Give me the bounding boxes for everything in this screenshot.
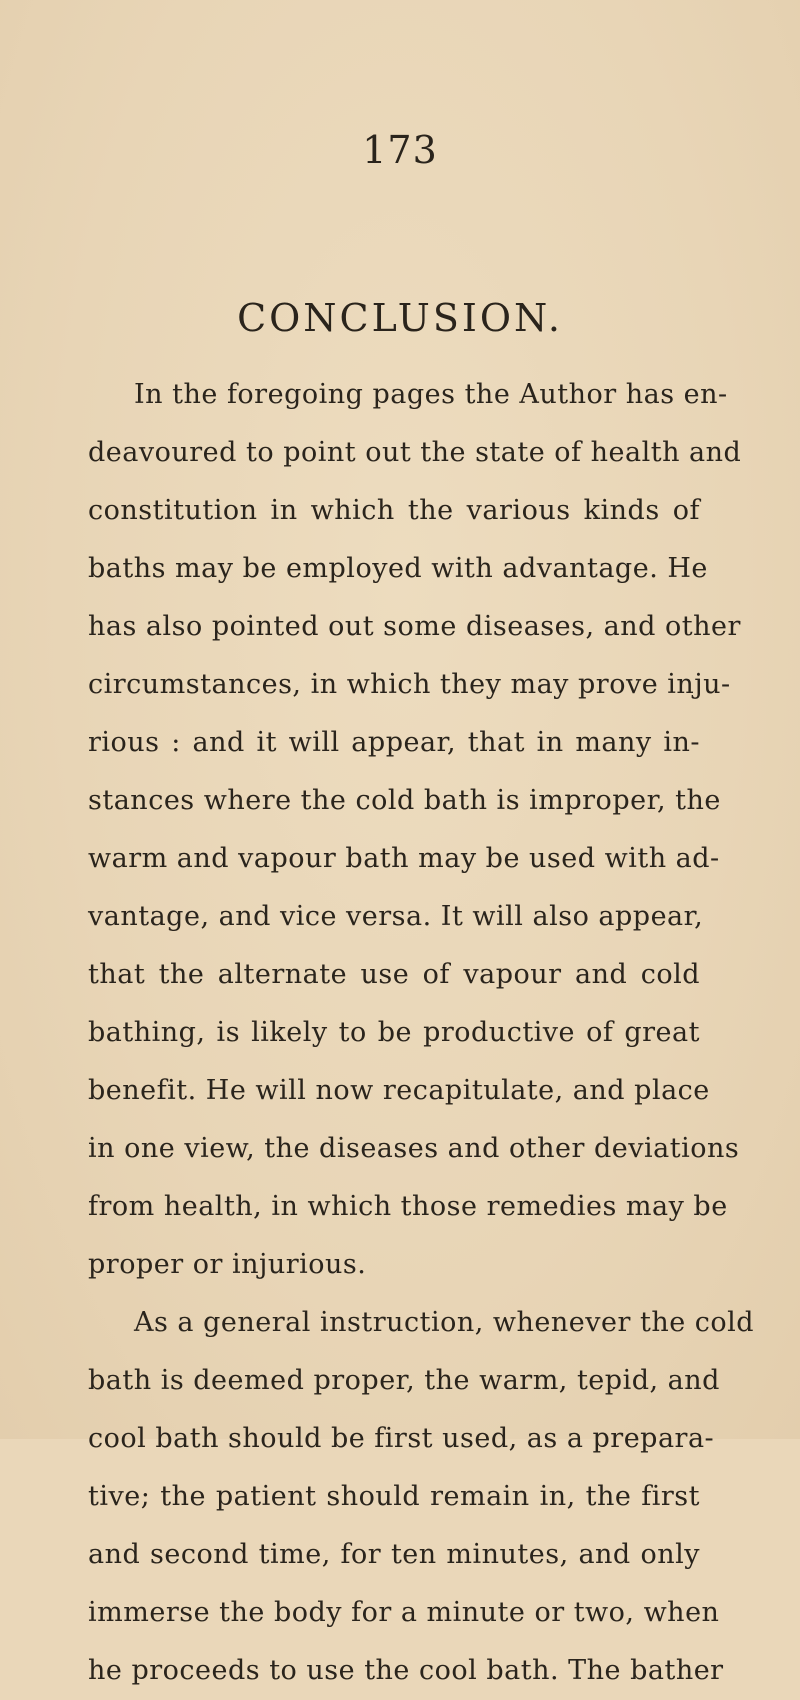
text-line: As a general instruction, whenever the cold: [134, 1307, 755, 1338]
text-line: rious : and it will appear, that in many in-: [88, 727, 700, 758]
page-number: 173: [362, 128, 438, 172]
text-line: vantage, and vice versa. It will also appear,: [88, 901, 704, 932]
text-line: bath is deemed proper, the warm, tepid, and: [88, 1365, 720, 1396]
text-line: warm and vapour bath may be used with ad-: [88, 843, 720, 874]
text-line: from health, in which those remedies may be: [88, 1191, 728, 1222]
text-line: in one view, the diseases and other deviations: [88, 1133, 740, 1164]
text-line: and second time, for ten minutes, and only: [88, 1539, 700, 1570]
text-line: benefit. He will now recapitulate, and place: [88, 1075, 710, 1106]
text-line: immerse the body for a minute or two, when: [88, 1597, 720, 1628]
text-line: that the alternate use of vapour and cold: [88, 959, 700, 990]
text-line: deavoured to point out the state of health and: [88, 437, 742, 468]
text-line: In the foregoing pages the Author has en-: [134, 379, 728, 410]
text-line: proper or injurious.: [88, 1249, 367, 1280]
chapter-heading: CONCLUSION.: [237, 296, 563, 340]
text-line: circumstances, in which they may prove inju-: [88, 669, 731, 700]
text-line: constitution in which the various kinds of: [88, 495, 700, 526]
text-line: has also pointed out some diseases, and other: [88, 611, 741, 642]
text-line: baths may be employed with advantage. He: [88, 553, 708, 584]
text-line: stances where the cold bath is improper, the: [88, 785, 721, 816]
text-line: cool bath should be first used, as a prepara-: [88, 1423, 715, 1454]
text-line: he proceeds to use the cool bath. The bather: [88, 1655, 724, 1686]
text-line: bathing, is likely to be productive of great: [88, 1017, 700, 1048]
text-line: tive; the patient should remain in, the first: [88, 1481, 700, 1512]
